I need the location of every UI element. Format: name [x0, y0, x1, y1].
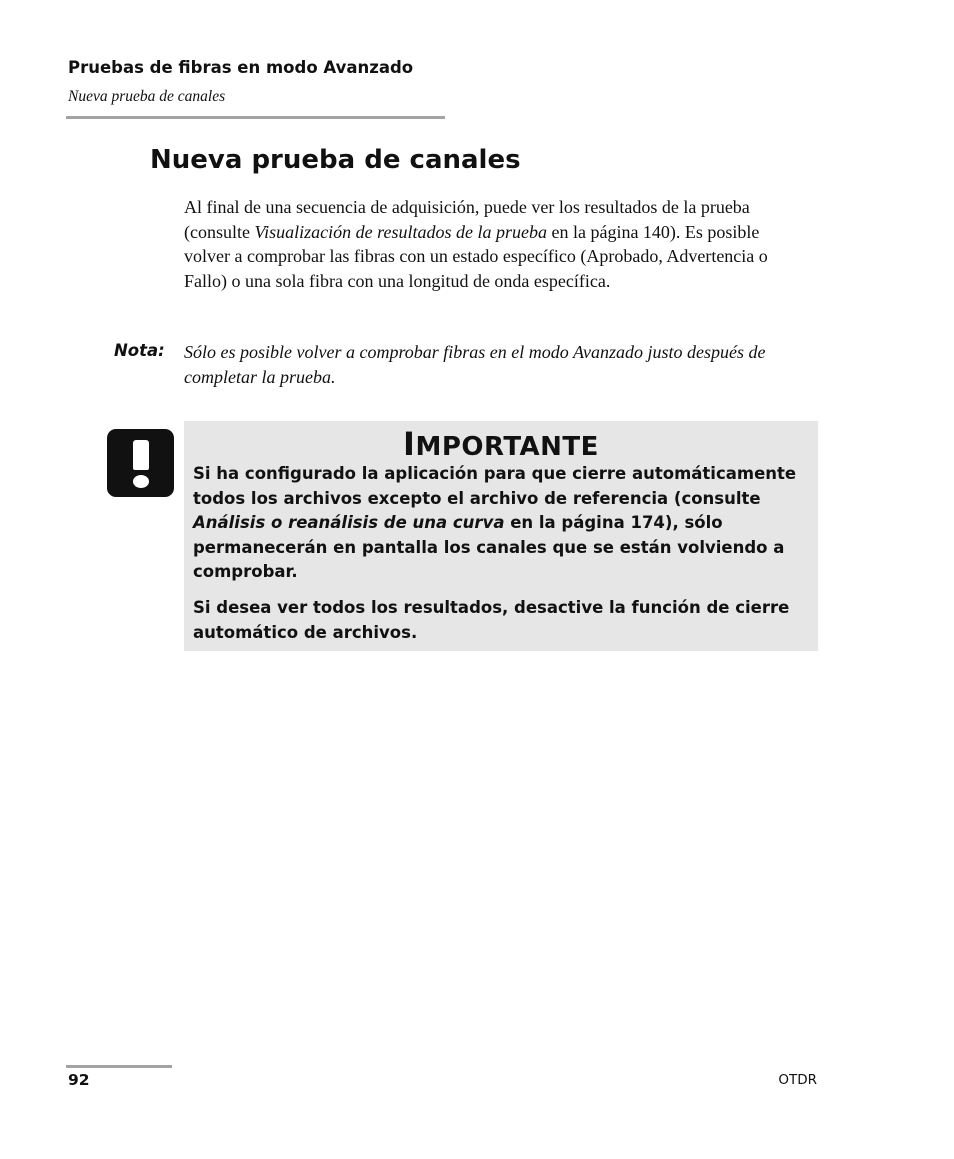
important-title: [184, 425, 818, 463]
body-paragraph: [184, 195, 784, 293]
page-number: 92: [68, 1071, 90, 1089]
exclamation-dot: [133, 475, 149, 488]
cross-reference-link[interactable]: Visualización de resultados de la prueba: [254, 221, 547, 242]
section-title: Nueva prueba de canales: [150, 145, 521, 175]
footer-divider: [66, 1065, 172, 1068]
header-divider: [66, 116, 445, 119]
body-text-end: en la página 140). Es posible volver a comprobar las fibras con un estado específico (Aprobado, Advertencia o Fallo) o una sola fibra con una longitud de onda específica.: [184, 221, 768, 291]
important-paragraph-1: [193, 462, 809, 585]
product-name: OTDR: [778, 1072, 817, 1088]
running-head-title: Pruebas de fibras en modo Avanzado: [68, 58, 414, 77]
running-head-subtitle: Nueva prueba de canales: [68, 88, 226, 105]
important-cross-reference-link[interactable]: Análisis o reanálisis de una curva: [193, 513, 505, 533]
important-callout: [184, 421, 818, 651]
important-title-initial: I: [403, 425, 416, 463]
important-title-rest: MPORTANTE: [415, 432, 599, 462]
important-paragraph-2: Si desea ver todos los resultados, desactive la función de cierre automático de archivos.: [193, 598, 790, 642]
exclamation-icon: [107, 429, 174, 497]
important-text-end: en la página 174), sólo permanecerán en pantalla los canales que se están volviendo a comprobar.: [193, 513, 785, 582]
note-text: Sólo es posible volver a comprobar fibras en el modo Avanzado justo después de completar la prueba.: [184, 342, 766, 387]
body-text-start: Al final de una secuencia de adquisición, puede ver los resultados de la prueba (consulte: [184, 197, 750, 242]
exclamation-bar: [133, 440, 149, 470]
important-text-start: Si ha configurado la aplicación para que cierre automáticamente todos los archivos excepto el archivo de referencia (consulte: [193, 464, 797, 508]
note-label: Nota:: [114, 341, 165, 360]
